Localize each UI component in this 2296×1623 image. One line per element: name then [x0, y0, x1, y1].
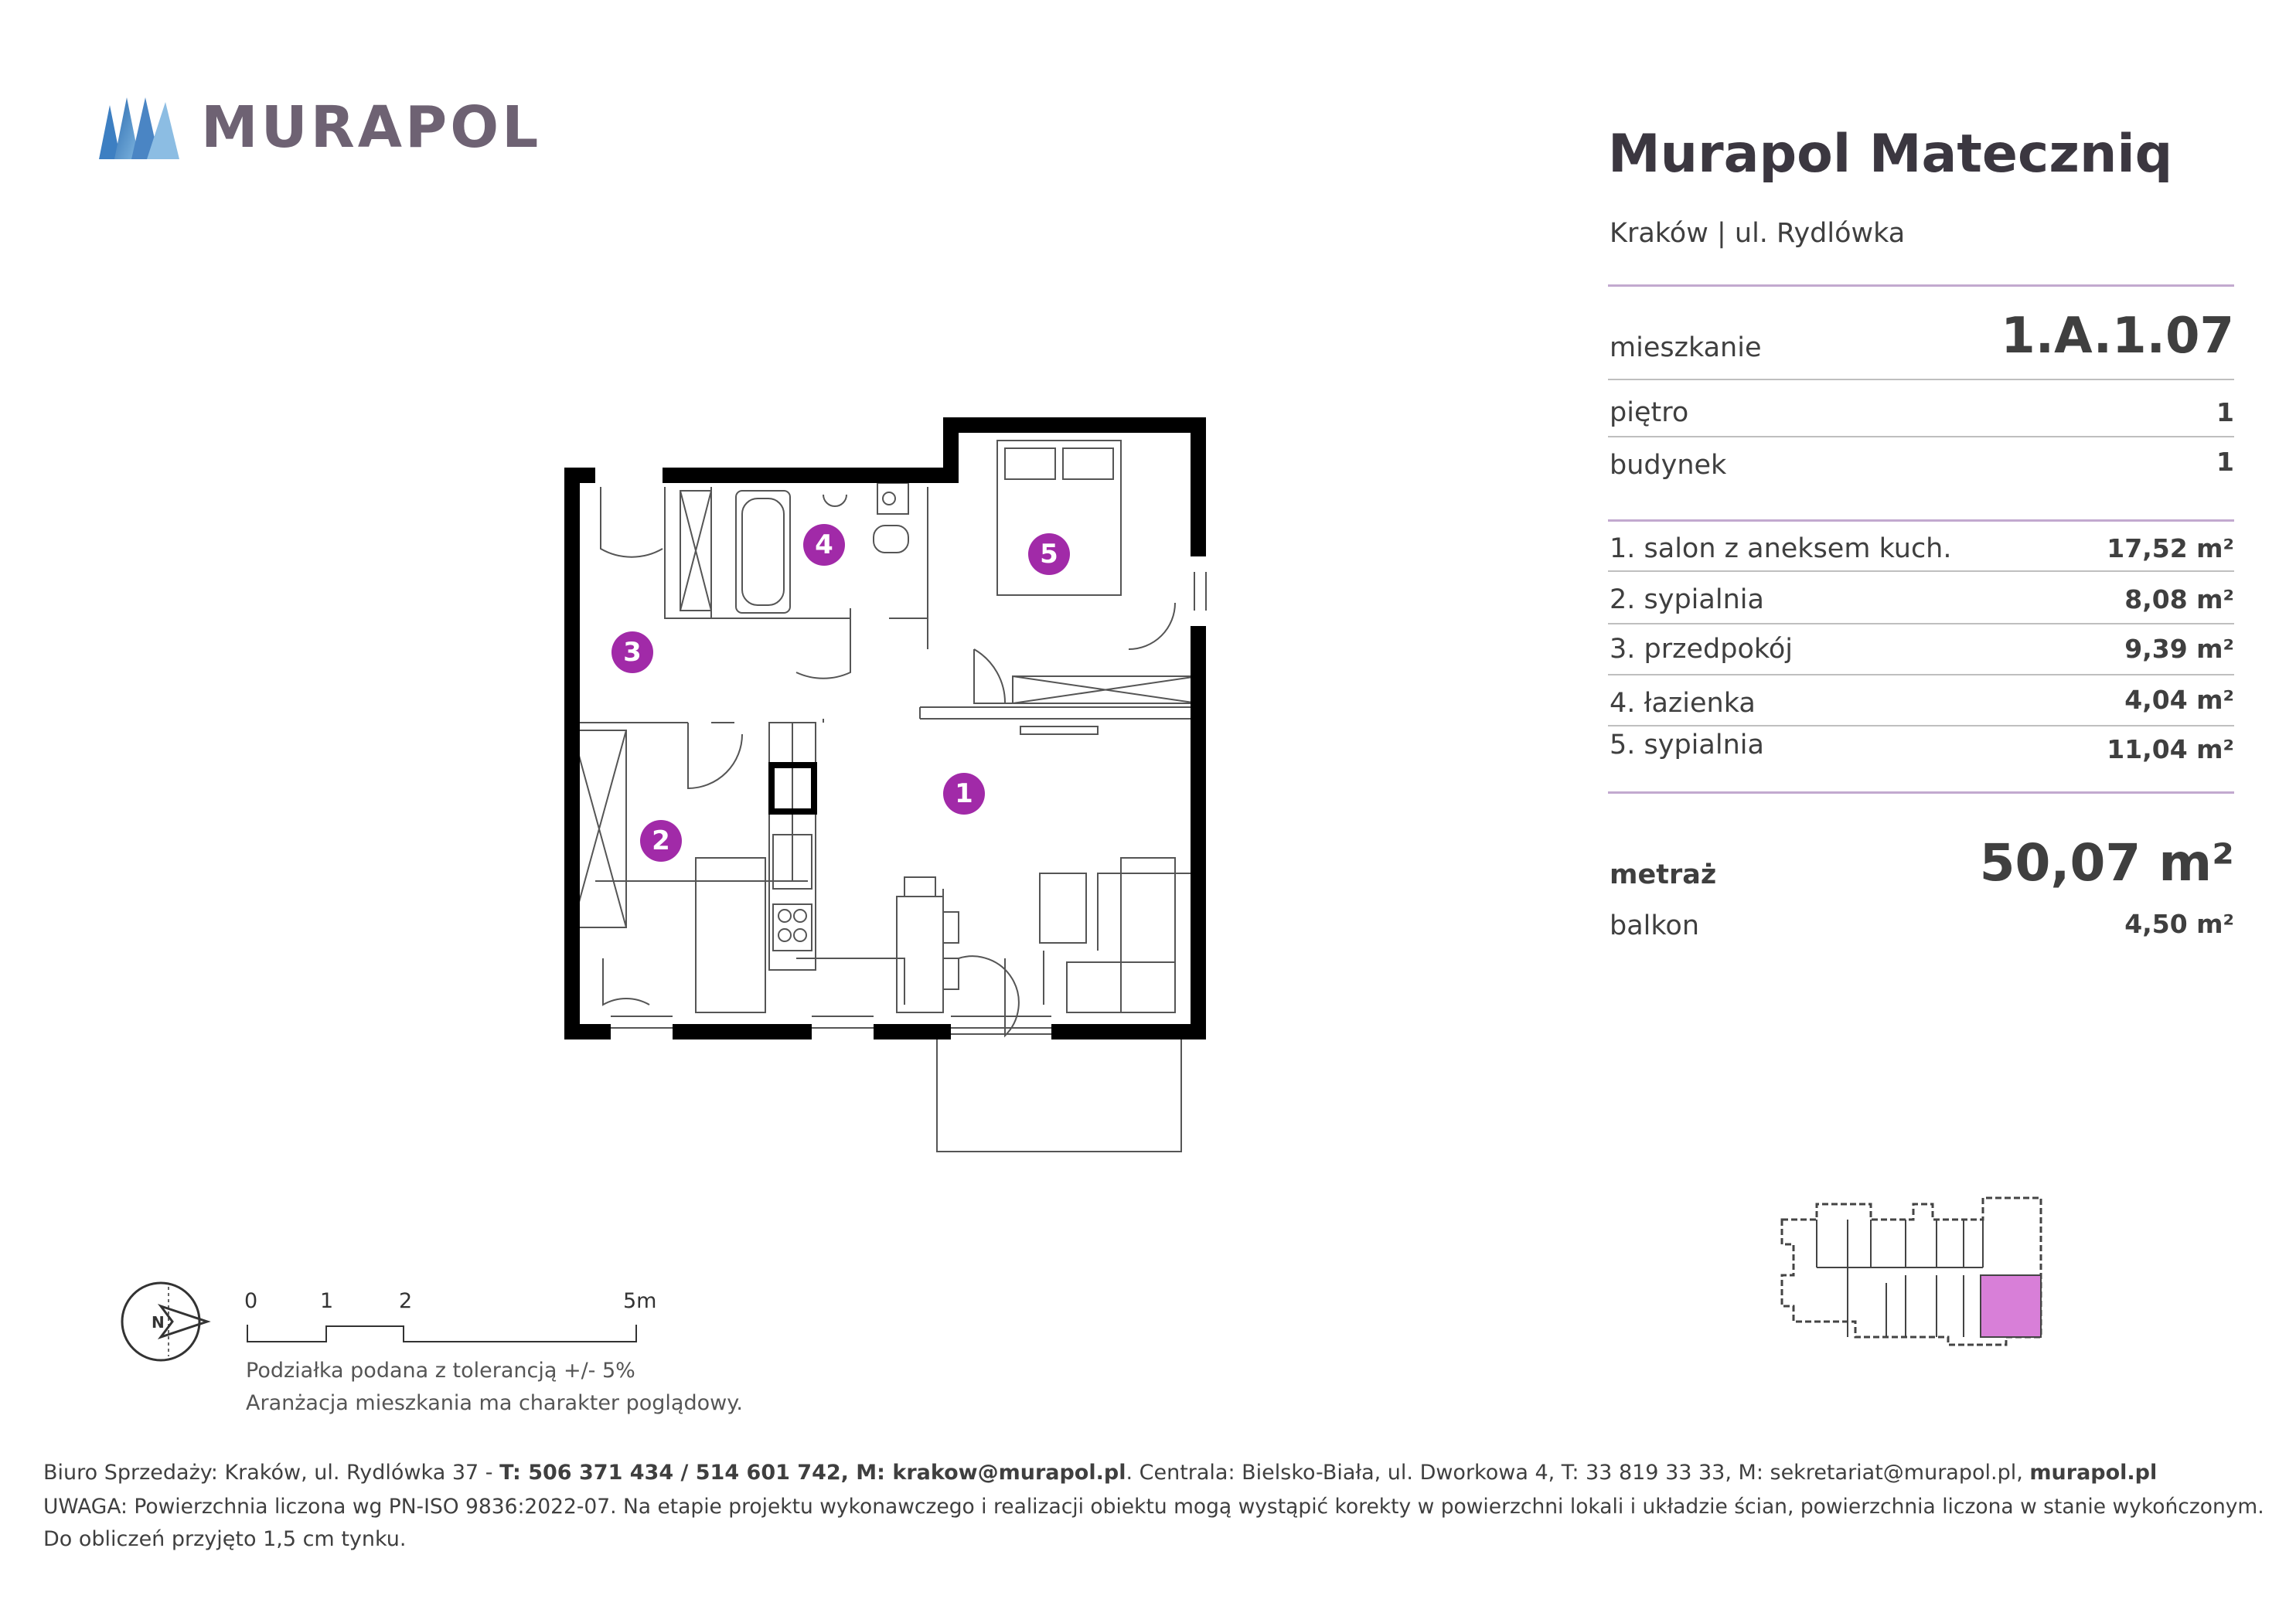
floor-value: 1 [2216, 397, 2234, 427]
project-location: Kraków | ul. Rydlówka [1610, 218, 1906, 249]
room-label: 4. łazienka [1610, 688, 1756, 719]
floor-plan [557, 417, 1221, 1167]
footer-office: Biuro Sprzedaży: Kraków, ul. Rydlówka 37 - [43, 1461, 500, 1485]
room-marker-5: 5 [1028, 533, 1070, 575]
murapol-logo-icon [99, 97, 199, 159]
footer-plaster-note: Do obliczeń przyjęto 1,5 cm tynku. [43, 1527, 407, 1551]
footer-sales-contact: T: 506 371 434 / 514 601 742, M: krakow@murapol.pl [499, 1461, 1126, 1485]
scale-tick: 0 [244, 1289, 258, 1313]
building-key-plan [1770, 1190, 2049, 1360]
room-label: 2. sypialnia [1610, 584, 1764, 615]
divider [1608, 674, 2234, 675]
unit-value: 1.A.1.07 [2001, 308, 2234, 365]
room-area: 17,52 m² [2107, 533, 2234, 563]
divider [1608, 570, 2234, 572]
compass-letter: N [152, 1313, 165, 1332]
scale-tick: 1 [320, 1289, 334, 1313]
room-marker-2: 2 [640, 820, 682, 862]
scale-tick: 2 [399, 1289, 413, 1313]
project-title: Murapol Mateczniq [1608, 124, 2173, 185]
room-marker-3: 3 [611, 631, 653, 673]
divider [1608, 519, 2234, 522]
balcony-outline [937, 1034, 1181, 1152]
room-marker-4: 4 [803, 524, 845, 566]
scale-bar [246, 1322, 648, 1345]
divider [1608, 379, 2234, 380]
scale-tick: 5m [623, 1289, 657, 1313]
footer-hq: . Centrala: Bielsko-Biała, ul. Dworkowa 4, T: 33 819 33 33, M: sekretariat@murapol.pl, [1126, 1461, 2030, 1485]
highlighted-unit [1981, 1275, 2041, 1337]
room-area: 8,08 m² [2124, 584, 2234, 614]
unit-label: mieszkanie [1610, 332, 1762, 363]
scale-note-arrangement: Aranżacja mieszkania ma charakter poglądowy. [246, 1391, 743, 1415]
divider [1608, 725, 2234, 726]
room-label: 1. salon z aneksem kuch. [1610, 533, 1952, 564]
scale-note-tolerance: Podziałka podana z tolerancją +/- 5% [246, 1359, 635, 1383]
floor-label: piętro [1610, 397, 1689, 428]
total-area-label: metraż [1610, 859, 1717, 890]
divider [1608, 791, 2234, 794]
total-area-value: 50,07 m² [1979, 833, 2234, 893]
footer-contact [43, 1461, 2157, 1485]
brand-logo-text: MURAPOL [201, 94, 542, 161]
balcony-label: balkon [1610, 910, 1700, 941]
footer-notice: UWAGA: Powierzchnia liczona wg PN-ISO 9836:2022-07. Na etapie projektu wykonawczego i realizacji obiektu mogą wystąpić korekty w powierzchni lokali i układzie ścian, powierzchnia liczona w stanie wykończonym. [43, 1495, 2264, 1519]
room-area: 9,39 m² [2124, 634, 2234, 664]
north-arrow-icon [114, 1267, 223, 1376]
footer-website[interactable]: murapol.pl [2029, 1461, 2158, 1485]
balcony-value: 4,50 m² [2124, 909, 2234, 939]
building-value: 1 [2216, 447, 2234, 477]
room-area: 11,04 m² [2107, 734, 2234, 764]
divider [1608, 623, 2234, 624]
building-label: budynek [1610, 450, 1727, 481]
divider [1608, 284, 2234, 287]
room-area: 4,04 m² [2124, 685, 2234, 715]
room-marker-1: 1 [943, 773, 985, 815]
room-label: 5. sypialnia [1610, 730, 1764, 760]
room-label: 3. przedpokój [1610, 634, 1794, 665]
divider [1608, 436, 2234, 437]
